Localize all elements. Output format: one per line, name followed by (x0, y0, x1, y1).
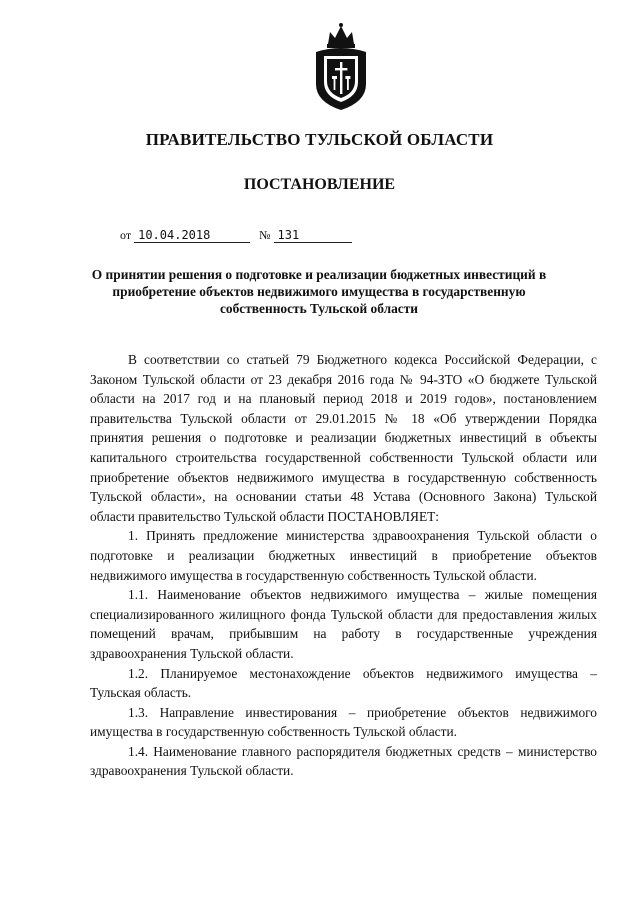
clause-1: 1. Принять предложение министерства здравоохранения Тульской области о подготовке и реализации бюджетных инвестиций в приобретение объектов недвижимого имущества в государственную собственность Тульской области. (90, 528, 597, 583)
tula-coat-of-arms-icon (310, 22, 372, 112)
date-label: от (120, 228, 132, 242)
document-number: 131 (274, 228, 352, 243)
document-meta (120, 228, 352, 243)
document-title: О принятии решения о подготовке и реализации бюджетных инвестиций в приобретение объектов недвижимого имущества в государственную собственность Тульской области (91, 267, 547, 316)
government-name: ПРАВИТЕЛЬСТВО ТУЛЬСКОЙ ОБЛАСТИ (145, 130, 494, 149)
clause-1-1: 1.1. Наименование объектов недвижимого имущества – жилые помещения специализированного жилищного фонда Тульской области для предоставления жилых помещений врачам, прибывшим на работу в государственные учреждения здравоохранения Тульской области. (90, 587, 597, 661)
clause-1-4: 1.4. Наименование главного распорядителя бюджетных средств – министерство здравоохранения Тульской области. (90, 743, 597, 779)
clause-1-2: 1.2. Планируемое местонахождение объектов недвижимого имущества – Тульская область. (90, 665, 597, 701)
document-body (90, 350, 597, 781)
document-date: 10.04.2018 (134, 228, 250, 243)
number-label: № (259, 228, 271, 242)
preamble-paragraph: В соответствии со статьей 79 Бюджетного кодекса Российской Федерации, с Законом Тульской области от 23 декабря 2016 года № 94-ЗТО «О бюджете Тульской области на 2017 год и на плановый период 2018 и 2019 годов», постановлением правительства Тульской области от 29.01.2015 № 18 «Об утверждении Порядка принятия решения о подготовке и реализации бюджетных инвестиций в объекты капитального строительства государственной собственности Тульской области или приобретение объектов недвижимого имущества в государственную собственность Тульской области», на основании статьи 48 Устава (Основного Закона) Тульской области правительство Тульской области ПОСТАНОВЛЯЕТ: (90, 352, 597, 524)
clause-1-3: 1.3. Направление инвестирования – приобретение объектов недвижимого имущества в государственную собственность Тульской области. (90, 704, 597, 740)
document-type: ПОСТАНОВЛЕНИЕ (243, 176, 396, 193)
